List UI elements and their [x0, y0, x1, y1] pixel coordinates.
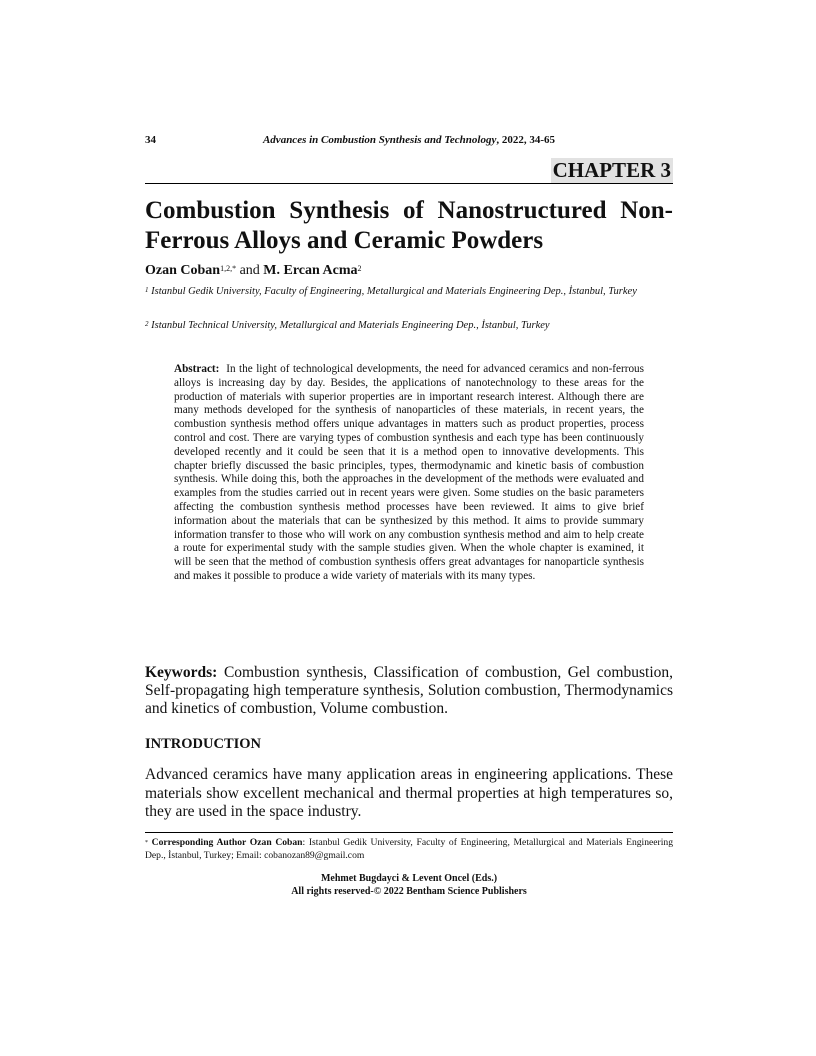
keywords-text: Combustion synthesis, Classification of combustion, Gel combustion, Self-propagating high temperature synthesis, Solution combustion, Thermodynamics and kinetics of combustion, Volume combustion. — [145, 664, 673, 717]
keywords — [145, 664, 673, 718]
section-heading-introduction: INTRODUCTION — [145, 736, 262, 752]
introduction-paragraph: Advanced ceramics have many application areas in engineering applications. These materials show excellent mechanical and thermal properties at high temperatures so, they are used in the space industry. — [145, 766, 673, 820]
journal-reference — [145, 134, 673, 146]
abstract-text: In the light of technological developments, the need for advanced ceramics and non-ferrous alloys is increasing day by day. Besides, the applications of nanotechnology to these areas for the production of materials with superior properties are in important research interest. Although there are many methods developed for the synthesis of nanoparticles of these materials, in recent years, the combustion synthesis method offers unique advantages in matters such as product properties, process control and cost. There are varying types of combustion synthesis and each type has been continuously developed recently and it could be seen that it is a method open to innovative developments. This chapter briefly discussed the basic principles, types, thermodynamic and kinetic basis of combustion synthesis. While doing this, both the approaches in the development of the methods were evaluated and examples from the studies carried out in recent years were given. Some studies on the basic parameters affecting the combustion synthesis method processes have been reviewed. It aims to give brief information about the materials that can be synthesized by this method. It aims to provide summary information transfer to those who will work on any combustion synthesis method and aim to help create a route for experimental study with the sample studies given. When the whole chapter is examined, it will be seen that the method of combustion synthesis offers great advantages for nanoparticle synthesis and makes it possible to produce a wide variety of materials with its many types. — [174, 363, 644, 582]
author-2-name: M. Ercan Acma — [263, 263, 358, 278]
corresponding-author-footnote — [145, 837, 673, 862]
footnote-label: Corresponding Author Ozan Coban — [151, 837, 303, 848]
author-2-affiliation-marker: 2 — [357, 264, 362, 273]
editors-line: Mehmet Bugdayci & Levent Oncel (Eds.) — [320, 873, 498, 884]
chapter-label: CHAPTER 3 — [552, 158, 671, 182]
page-footer — [145, 873, 673, 898]
abstract — [174, 363, 644, 584]
footnote-rule — [145, 832, 673, 833]
affiliation-1 — [145, 284, 673, 299]
abstract-label: Abstract: — [174, 363, 220, 375]
author-1-name: Ozan Coban — [145, 263, 221, 278]
footnote-marker: * — [145, 840, 148, 846]
page-number: 34 — [145, 134, 156, 146]
header-rule — [145, 183, 673, 184]
journal-title: Advances in Combustion Synthesis and Technology — [262, 134, 497, 146]
affiliation-1-text: Istanbul Gedik University, Faculty of Engineering, Metallurgical and Materials Engineering Dep., İstanbul, Turkey — [148, 286, 637, 297]
rights-line: All rights reserved-© 2022 Bentham Science Publishers — [291, 885, 527, 897]
keywords-label: Keywords: — [145, 664, 218, 681]
affiliation-2 — [145, 318, 673, 333]
footnote-text: : Istanbul Gedik University, Faculty of Engineering, Metallurgical and Materials Engineering Dep., İstanbul, Turkey; Email: cobanozan89@gmail.com — [145, 837, 673, 861]
affiliation-2-number: 2 — [145, 320, 149, 328]
journal-info: , 2022, 34-65 — [496, 134, 556, 146]
affiliation-2-text: Istanbul Technical University, Metallurgical and Materials Engineering Dep., İstanbul, Turkey — [148, 320, 550, 331]
running-head — [145, 134, 673, 150]
chapter-title: Combustion Synthesis of Nanostructured Non-Ferrous Alloys and Ceramic Powders — [145, 197, 673, 254]
affiliation-1-number: 1 — [145, 286, 149, 294]
author-conjunction: and — [236, 263, 264, 278]
author-line — [145, 262, 673, 280]
author-1-affiliation-marker: 1,2,* — [220, 264, 237, 273]
